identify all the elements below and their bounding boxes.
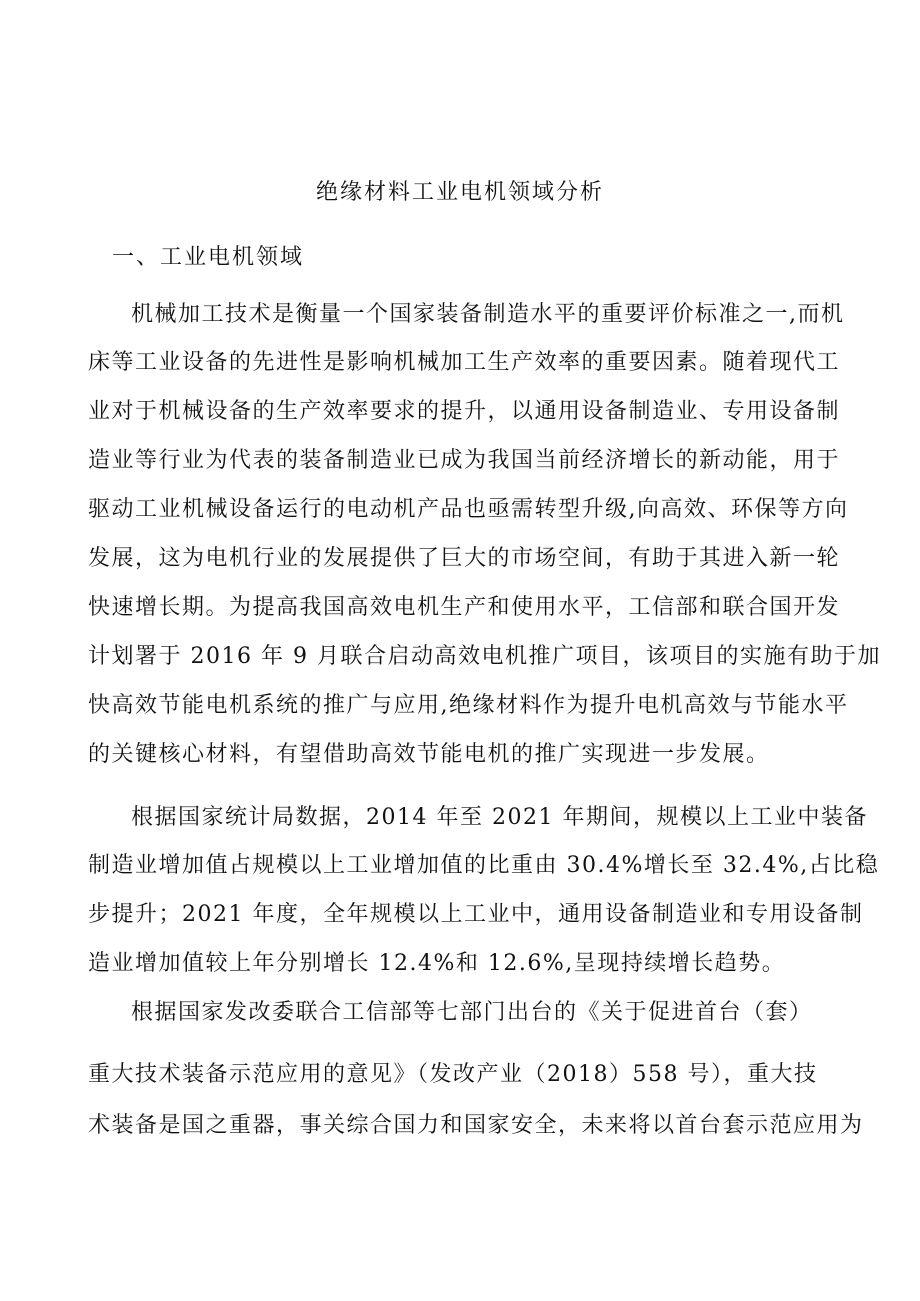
paragraph-1-line-1: 机械加工技术是衡量一个国家装备制造水平的重要评价标准之一,而机	[131, 302, 845, 327]
paragraph-3-line-2: 重大技术装备示范应用的意见》（发改产业（2018）558 号），重大技	[88, 1062, 818, 1087]
paragraph-1-line-2: 床等工业设备的先进性是影响机械加工生产效率的重要因素。随着现代工	[88, 350, 841, 375]
paragraph-1-line-10: 的关键核心材料，有望借助高效节能电机的推广实现进一步发展。	[88, 742, 770, 767]
document-title: 绝缘材料工业电机领域分析	[315, 180, 604, 205]
paragraph-1-line-3: 业对于机械设备的生产效率要求的提升，以通用设备制造业、专用设备制	[88, 399, 841, 424]
section-heading: 一、工业电机领域	[112, 245, 305, 270]
paragraph-2-line-4: 造业增加值较上年分别增长 12.4%和 12.6%,呈现持续增长趋势。	[88, 951, 786, 976]
paragraph-3-line-1: 根据国家发改委联合工信部等七部门出台的《关于促进首台（套）	[131, 1000, 813, 1025]
paragraph-1-line-7: 快速增长期。为提高我国高效电机生产和使用水平，工信部和联合国开发	[88, 595, 841, 620]
paragraph-1-line-4: 造业等行业为代表的装备制造业已成为我国当前经济增长的新动能，用于	[88, 448, 841, 473]
paragraph-1-line-8: 计划署于 2016 年 9 月联合启动高效电机推广项目，该项目的实施有助于加	[88, 644, 881, 669]
paragraph-3-line-3: 术装备是国之重器，事关综合国力和国家安全，未来将以首台套示范应用为	[88, 1113, 864, 1138]
paragraph-2-line-3: 步提升；2021 年度，全年规模以上工业中，通用设备制造业和专用设备制	[88, 902, 864, 927]
paragraph-1-line-6: 发展，这为电机行业的发展提供了巨大的市场空间，有助于其进入新一轮	[88, 546, 841, 571]
paragraph-1-line-9: 快高效节能电机系统的推广与应用,绝缘材料作为提升电机高效与节能水平	[88, 693, 849, 718]
paragraph-2-line-2: 制造业增加值占规模以上工业增加值的比重由 30.4%增长至 32.4%,占比稳	[88, 853, 880, 878]
paragraph-1-line-5: 驱动工业机械设备运行的电动机产品也亟需转型升级,向高效、环保等方向	[88, 497, 849, 522]
paragraph-2-line-1: 根据国家统计局数据，2014 年至 2021 年期间，规模以上工业中装备	[131, 805, 868, 830]
